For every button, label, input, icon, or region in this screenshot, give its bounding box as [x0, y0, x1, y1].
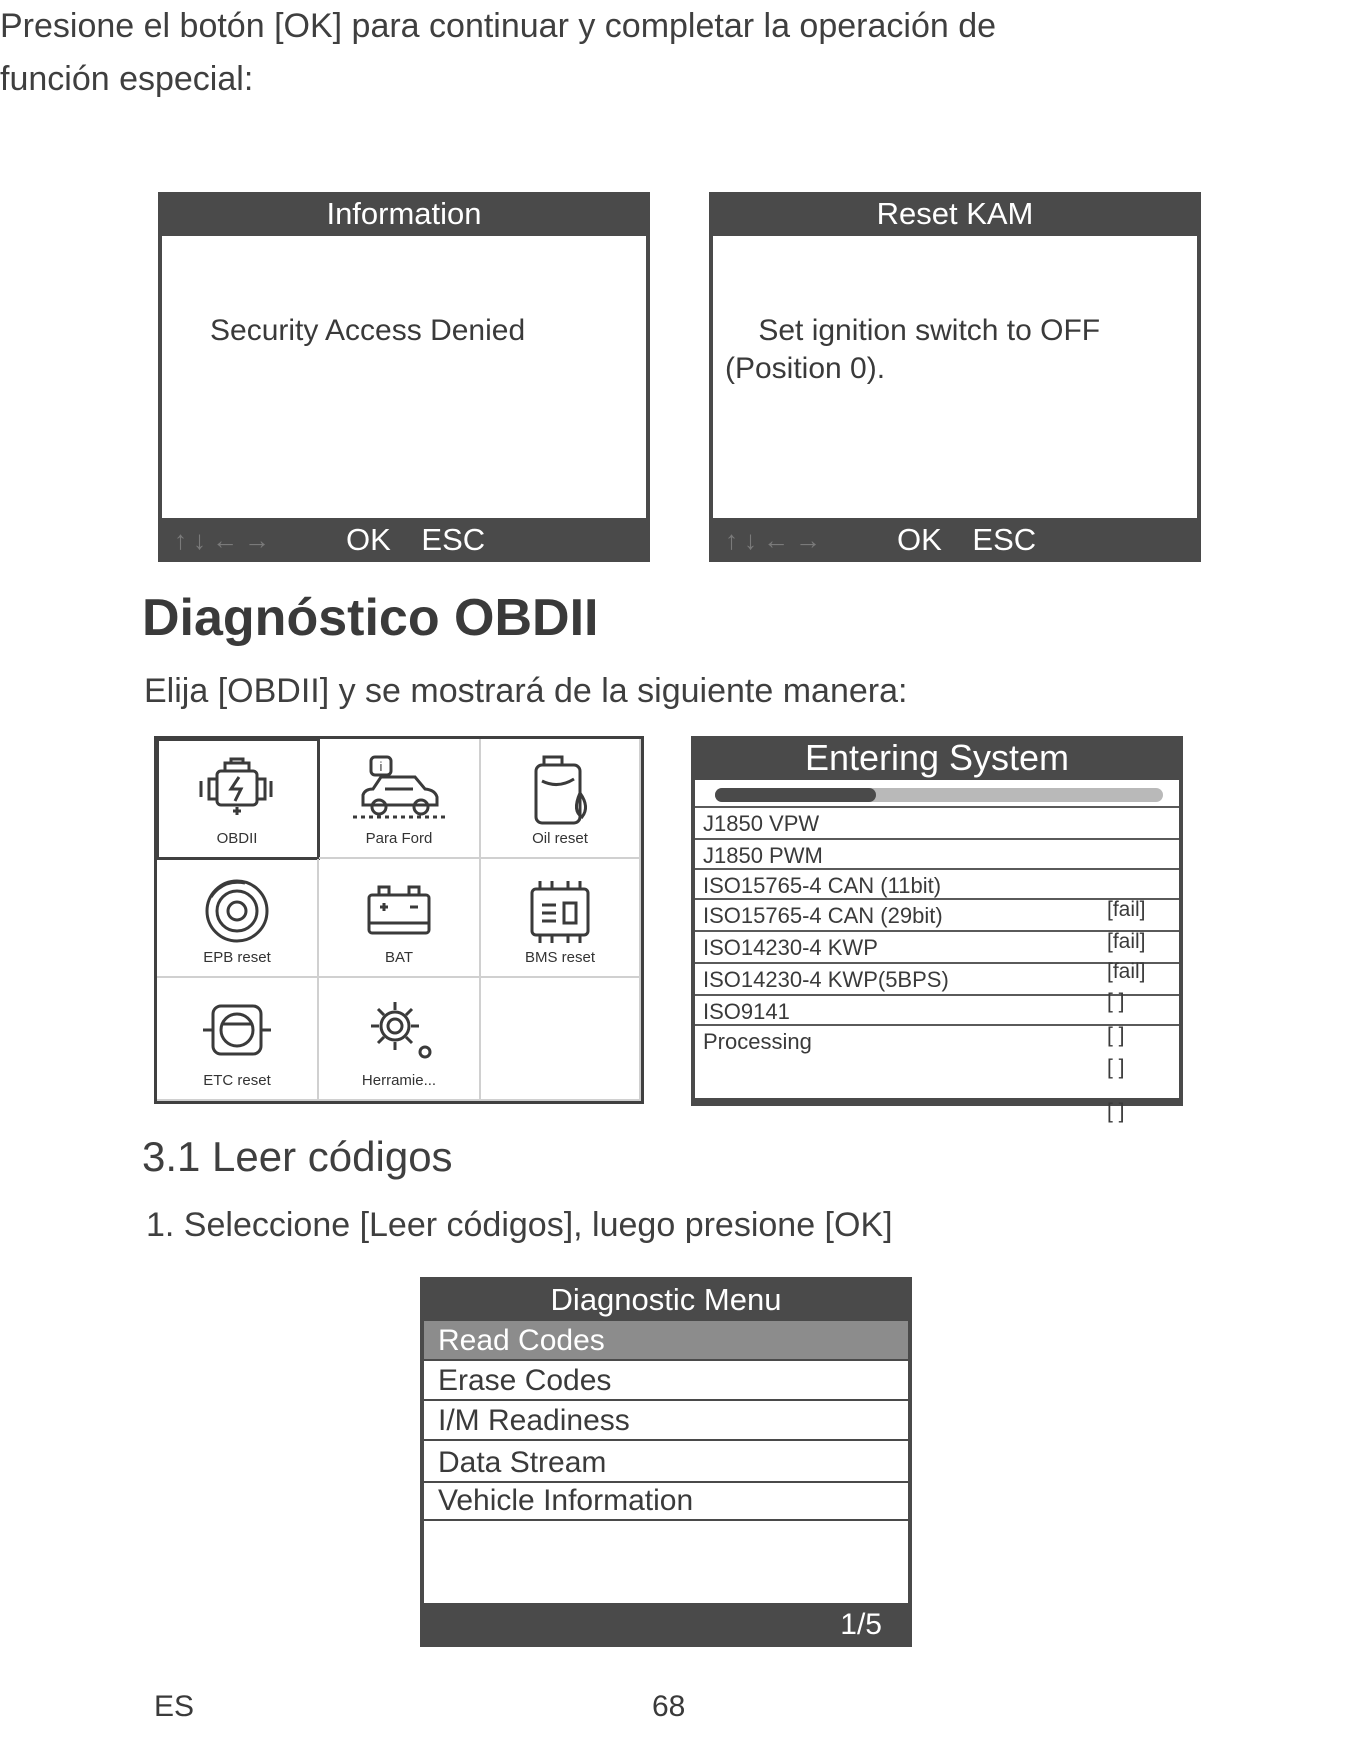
protocol-row: ISO15765-4 CAN (11bit): [695, 868, 1179, 899]
menu-tile-bat[interactable]: [319, 859, 481, 978]
esc-label: ESC: [421, 522, 486, 557]
tile-label: Oil reset: [532, 830, 588, 847]
protocol-row: J1850 VPW: [695, 806, 1179, 837]
menu-item[interactable]: I/M Readiness: [424, 1401, 908, 1441]
esc-label: ESC: [972, 522, 1037, 557]
protocol-row: ISO15765-4 CAN (29bit): [695, 898, 1179, 929]
menu-tile-tools[interactable]: [319, 978, 481, 1101]
oil-can-icon: [522, 755, 598, 827]
screen-message: Security Access Denied: [210, 314, 526, 347]
screen-title: Diagnostic Menu: [550, 1282, 782, 1317]
information-screen: [158, 192, 650, 562]
protocol-status: [ ]: [1107, 990, 1125, 1013]
protocol-status: [ ]: [1107, 1100, 1125, 1123]
tile-label: Para Ford: [365, 830, 433, 847]
protocol-row: ISO14230-4 KWP: [695, 930, 1179, 961]
menu-item[interactable]: Data Stream: [424, 1443, 908, 1483]
protocol-status: [1107, 1056, 1125, 1062]
screen-title: Information: [326, 196, 482, 231]
protocol-row: J1850 PWM: [695, 838, 1179, 869]
battery-icon: [361, 875, 437, 947]
screen-message-line2: (Position 0).: [725, 352, 886, 385]
menu-tile-etc-reset[interactable]: [157, 978, 319, 1101]
tile-label: BMS reset: [524, 949, 596, 966]
menu-item[interactable]: Read Codes: [424, 1321, 908, 1361]
bms-chip-icon: [522, 875, 598, 947]
ok-label: OK: [897, 522, 942, 557]
throttle-icon: [199, 994, 275, 1066]
protocol-status: [fail]: [1107, 930, 1146, 953]
gear-icon: [361, 994, 437, 1066]
protocol-row: Processing: [695, 1024, 1179, 1055]
diagnostic-menu-screen: [420, 1277, 912, 1647]
protocol-status: [fail]: [1107, 898, 1146, 921]
section-subtitle: Elija [OBDII] y se mostrará de la siguiente manera:: [144, 672, 908, 710]
arrow-keys-icon: ↑↓←→: [725, 525, 827, 555]
ok-label: OK: [346, 522, 391, 557]
page-indicator: 1/5: [840, 1608, 882, 1641]
footer-language: ES: [154, 1690, 195, 1723]
screen-title: Entering System: [804, 737, 1070, 778]
engine-icon: [195, 755, 279, 827]
menu-tile-empty: [481, 978, 641, 1101]
screen-title: Reset KAM: [876, 196, 1034, 231]
menu-tile-obdii[interactable]: [157, 739, 319, 859]
page-number: 68: [652, 1690, 686, 1723]
progress-bar: [715, 788, 1163, 802]
menu-item[interactable]: Vehicle Information: [424, 1481, 908, 1521]
svg-text:i: i: [379, 759, 383, 774]
menu-tile-bms-reset[interactable]: [481, 859, 641, 978]
tile-label: ETC reset: [203, 1072, 271, 1089]
protocol-status: [fail]: [1107, 960, 1146, 983]
tile-label: BAT: [384, 949, 414, 966]
intro-paragraph: Presione el botón [OK] para continuar y completar la operación de función especial:: [0, 7, 997, 98]
arrow-keys-icon: ↑↓←→: [174, 525, 276, 555]
function-menu-grid: [154, 736, 644, 1104]
tile-label: OBDII: [216, 830, 258, 847]
screen-message-line1: Set ignition switch to OFF: [725, 314, 1101, 347]
progress-fill: [715, 788, 876, 802]
subsection-title: 3.1 Leer códigos: [142, 1133, 453, 1180]
protocol-row: ISO9141: [695, 994, 1179, 1025]
car-icon: [349, 755, 449, 827]
protocol-row: ISO14230-4 KWP(5BPS): [695, 962, 1179, 993]
reset-kam-screen: [709, 192, 1201, 562]
menu-item[interactable]: Erase Codes: [424, 1361, 908, 1401]
protocol-status: [ ]: [1107, 1024, 1125, 1047]
tile-label: EPB reset: [203, 949, 271, 966]
menu-tile-para-ford[interactable]: [319, 739, 481, 859]
tile-label: Herramie...: [361, 1072, 437, 1089]
brake-disc-icon: [201, 875, 273, 947]
section-title: Diagnóstico OBDII: [142, 589, 599, 647]
menu-tile-oil-reset[interactable]: [481, 739, 641, 859]
menu-tile-epb-reset[interactable]: [157, 859, 319, 978]
step-1-text: 1. Seleccione [Leer códigos], luego presione [OK]: [146, 1206, 893, 1244]
